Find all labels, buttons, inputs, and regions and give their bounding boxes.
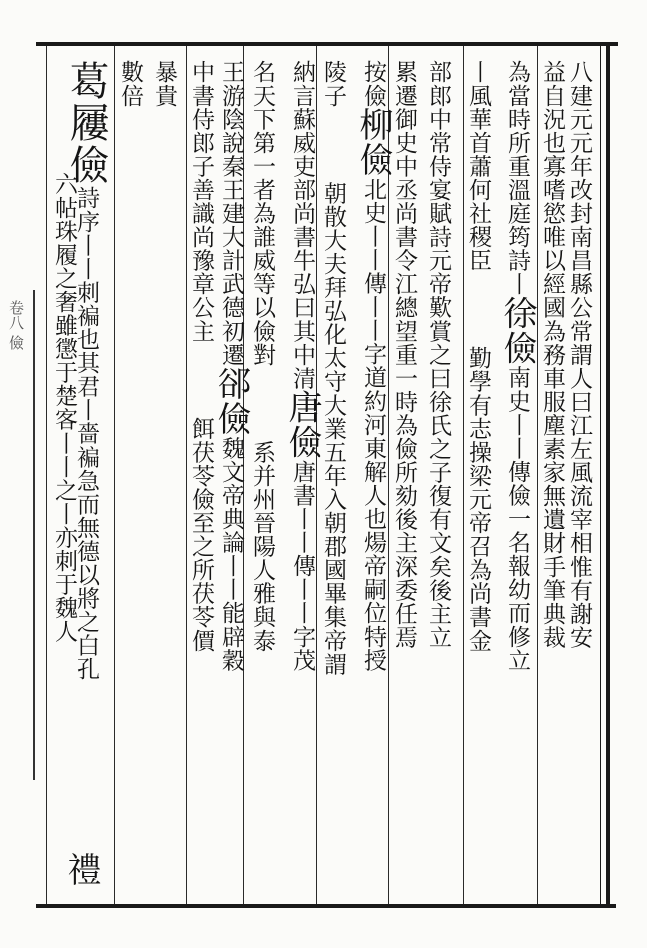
frame-right-inner-border — [600, 42, 601, 908]
column-text: 益自況也寡嗜慾唯以經國為務車服塵素家無遺財手筆典裁 — [539, 60, 565, 649]
entry-headword: 郤儉 — [211, 366, 251, 437]
column-text: 朝散大夫拜弘化太守大業五年入朝郡國畢集帝謂 — [320, 181, 346, 676]
text-column-10 — [250, 60, 273, 652]
column-text: 北史丨丨傳丨丨字道約河東解人也煬帝嗣位特授 — [360, 177, 386, 672]
text-column-16 — [52, 172, 75, 643]
text-column-12 — [189, 60, 212, 652]
text-column-7 — [353, 60, 393, 672]
text-column-8 — [321, 60, 344, 676]
text-column-11 — [211, 60, 251, 672]
text-column-9 — [282, 60, 322, 672]
column-text: 唐書丨丨傳丨丨字茂 — [289, 459, 315, 672]
column-text: 魏文帝典論丨丨能辟穀 — [218, 436, 244, 672]
entry-headword: 葛屨儉 — [63, 60, 109, 186]
page-margin — [0, 0, 36, 948]
column-rule — [537, 46, 538, 904]
column-rule — [186, 46, 187, 904]
column-text: 按儉 — [360, 60, 386, 108]
column-text: 陵子 — [320, 60, 346, 108]
entry-headword: 柳儉 — [353, 107, 393, 178]
frame-right-border — [606, 42, 610, 908]
frame-top-border — [36, 42, 618, 46]
column-text: 納言蘇威吏部尚書牛弘曰其中清 — [289, 60, 315, 390]
column-text: 王游陰說秦王建大計武德初遷 — [218, 60, 244, 367]
column-text: 數倍 — [117, 60, 143, 108]
column-rule — [463, 46, 464, 904]
column-text: 暴貴 — [151, 60, 177, 108]
column-rule — [46, 46, 47, 904]
entry-headword: 徐儉 — [497, 295, 537, 366]
text-column-5 — [426, 60, 449, 649]
column-text: 六帖珠履之奢雖懲于楚客丨丨之丨亦刺于魏人 — [51, 172, 77, 643]
margin-rule — [33, 290, 35, 780]
continuation-character — [61, 852, 101, 887]
column-text: 勤學有志操梁元帝召為尚書金 — [465, 345, 491, 653]
column-text: 為當時所重溫庭筠詩丨 — [504, 60, 530, 296]
text-column-2 — [540, 60, 563, 649]
column-text: 詩序丨丨刺褊也其君丨嗇褊急而無德以將之白孔 — [73, 186, 99, 681]
column-text: 餌茯苓儉至之所茯苓價 — [188, 416, 214, 653]
text-column-6 — [392, 60, 415, 649]
text-column-4 — [466, 60, 489, 652]
margin-label: 卷八 儉 — [7, 300, 25, 350]
column-text: 名天下第一者為誰威等以儉對 — [249, 60, 275, 367]
column-text: 八建元元年改封南昌縣公常謂人曰江左風流宰相惟有謝安 — [566, 60, 592, 649]
column-tail: 禮 — [61, 852, 101, 887]
text-column-13 — [152, 60, 175, 107]
column-text: 累遷御史中丞尚書令江總望重一時為儉所劾後主深委任焉 — [391, 60, 417, 649]
column-rule — [114, 46, 115, 904]
column-text: 丨風華首蕭何社稷臣 — [465, 60, 491, 272]
text-column-14 — [118, 60, 141, 107]
text-column-3 — [497, 60, 537, 672]
entry-headword: 唐儉 — [282, 389, 322, 460]
frame-bottom-border — [36, 904, 616, 908]
column-text: 中書侍郎子善識尚豫章公主 — [188, 60, 214, 343]
column-text: 系并州晉陽人雅與泰 — [249, 440, 275, 653]
text-column-1 — [567, 60, 590, 649]
column-text: 南史丨丨傳儉一名報幼而修立 — [504, 365, 530, 672]
column-text: 部郎中常侍宴賦詩元帝歎賞之曰徐氏之子復有文矣後主立 — [425, 60, 451, 649]
